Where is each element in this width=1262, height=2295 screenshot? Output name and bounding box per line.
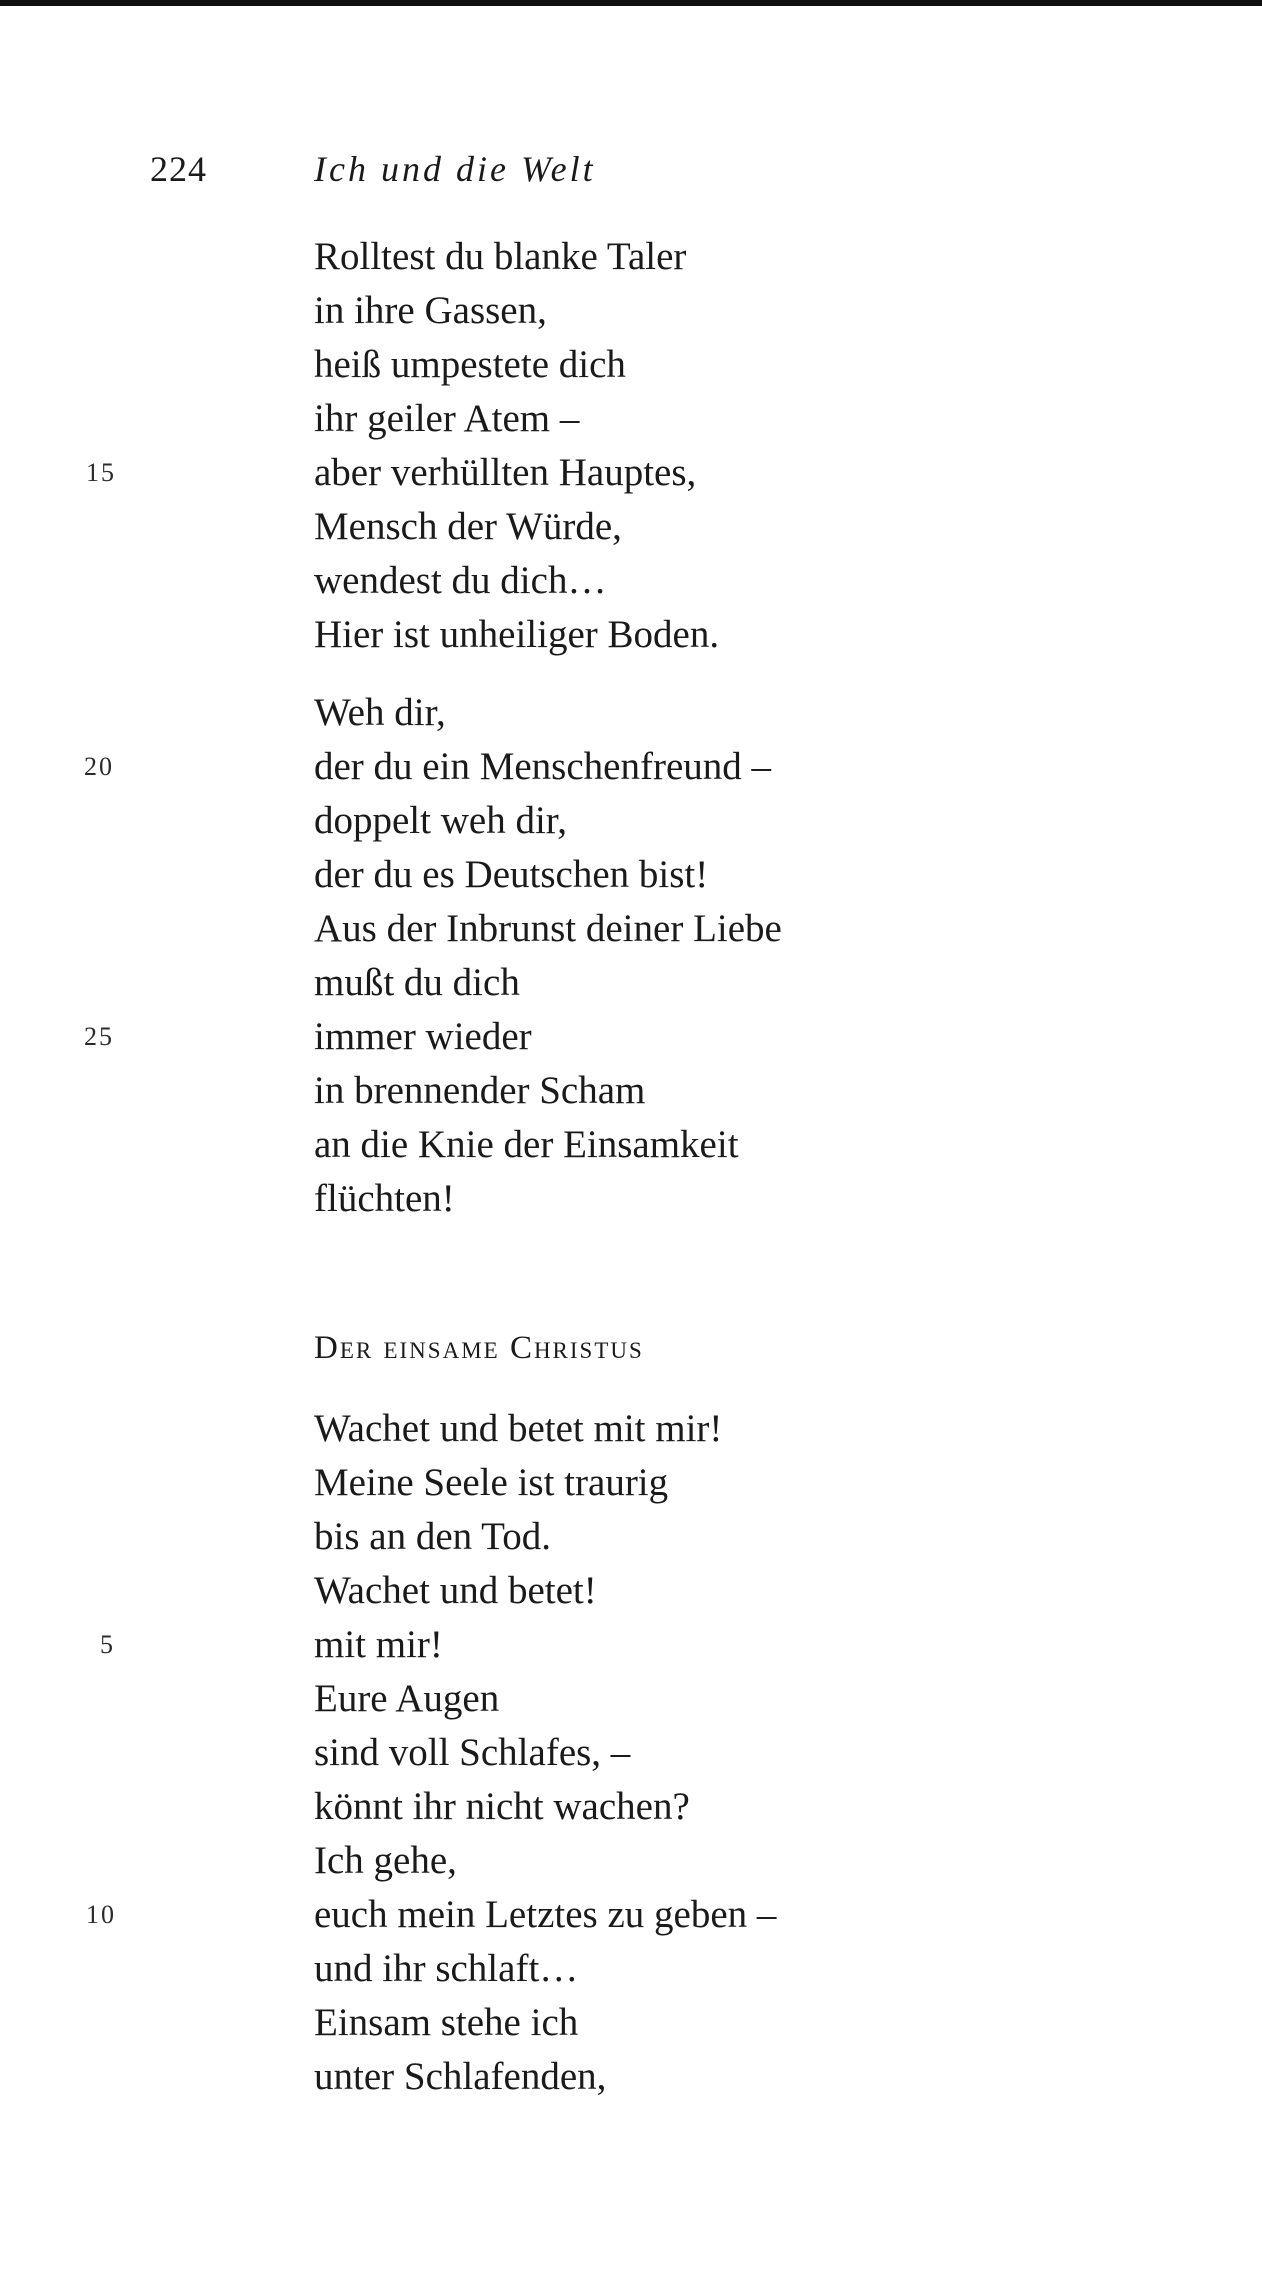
verse-line: an die Knie der Einsamkeit [314, 1123, 739, 1166]
verse-line: sind voll Schlafes, – [314, 1731, 631, 1774]
verse-line: Wachet und betet mit mir! [314, 1407, 723, 1450]
verse-line: der du es Deutschen bist! [314, 853, 709, 896]
poem-title: Der einsame Christus [314, 1330, 644, 1366]
running-title: Ich und die Welt [314, 149, 596, 189]
verse-line: ihr geiler Atem – [314, 397, 580, 440]
line-number: 5 [100, 1630, 115, 1659]
verse-line: aber verhüllten Hauptes, [314, 451, 697, 494]
verse-line: Aus der Inbrunst deiner Liebe [314, 907, 782, 950]
verse-line: heiß umpestete dich [314, 343, 626, 386]
line-number: 20 [84, 752, 114, 781]
verse-line: doppelt weh dir, [314, 799, 567, 842]
running-head [0, 148, 1262, 198]
verse-line: Einsam stehe ich [314, 2001, 579, 2044]
verse-line: Rolltest du blanke Taler [314, 235, 687, 278]
verse-line: Meine Seele ist traurig [314, 1461, 669, 1504]
verse-line: der du ein Menschenfreund – [314, 745, 772, 788]
verse-line: Ich gehe, [314, 1839, 457, 1882]
verse-line: in brennender Scham [314, 1069, 646, 1112]
verse-line: wendest du dich… [314, 559, 607, 602]
verse-line: Weh dir, [314, 691, 446, 734]
line-number: 25 [84, 1022, 114, 1051]
page-number: 224 [150, 149, 207, 189]
verse-line: mußt du dich [314, 961, 520, 1004]
verse-line: und ihr schlaft… [314, 1947, 579, 1990]
verse-line: Mensch der Würde, [314, 505, 622, 548]
verse-line: Wachet und betet! [314, 1569, 597, 1612]
verse-line: immer wieder [314, 1015, 532, 1058]
verse-line: Eure Augen [314, 1677, 500, 1720]
verse-line: unter Schlafenden, [314, 2055, 607, 2098]
verse-line: Hier ist unheiliger Boden. [314, 613, 720, 656]
top-rule [0, 0, 1262, 6]
verse-line: in ihre Gassen, [314, 289, 547, 332]
verse-line: bis an den Tod. [314, 1515, 552, 1558]
verse-line: euch mein Letztes zu geben – [314, 1893, 777, 1936]
verse-line: flüchten! [314, 1177, 455, 1220]
line-number: 15 [86, 458, 116, 487]
verse-line: mit mir! [314, 1623, 443, 1666]
line-number: 10 [86, 1900, 116, 1929]
verse-line: könnt ihr nicht wachen? [314, 1785, 690, 1828]
